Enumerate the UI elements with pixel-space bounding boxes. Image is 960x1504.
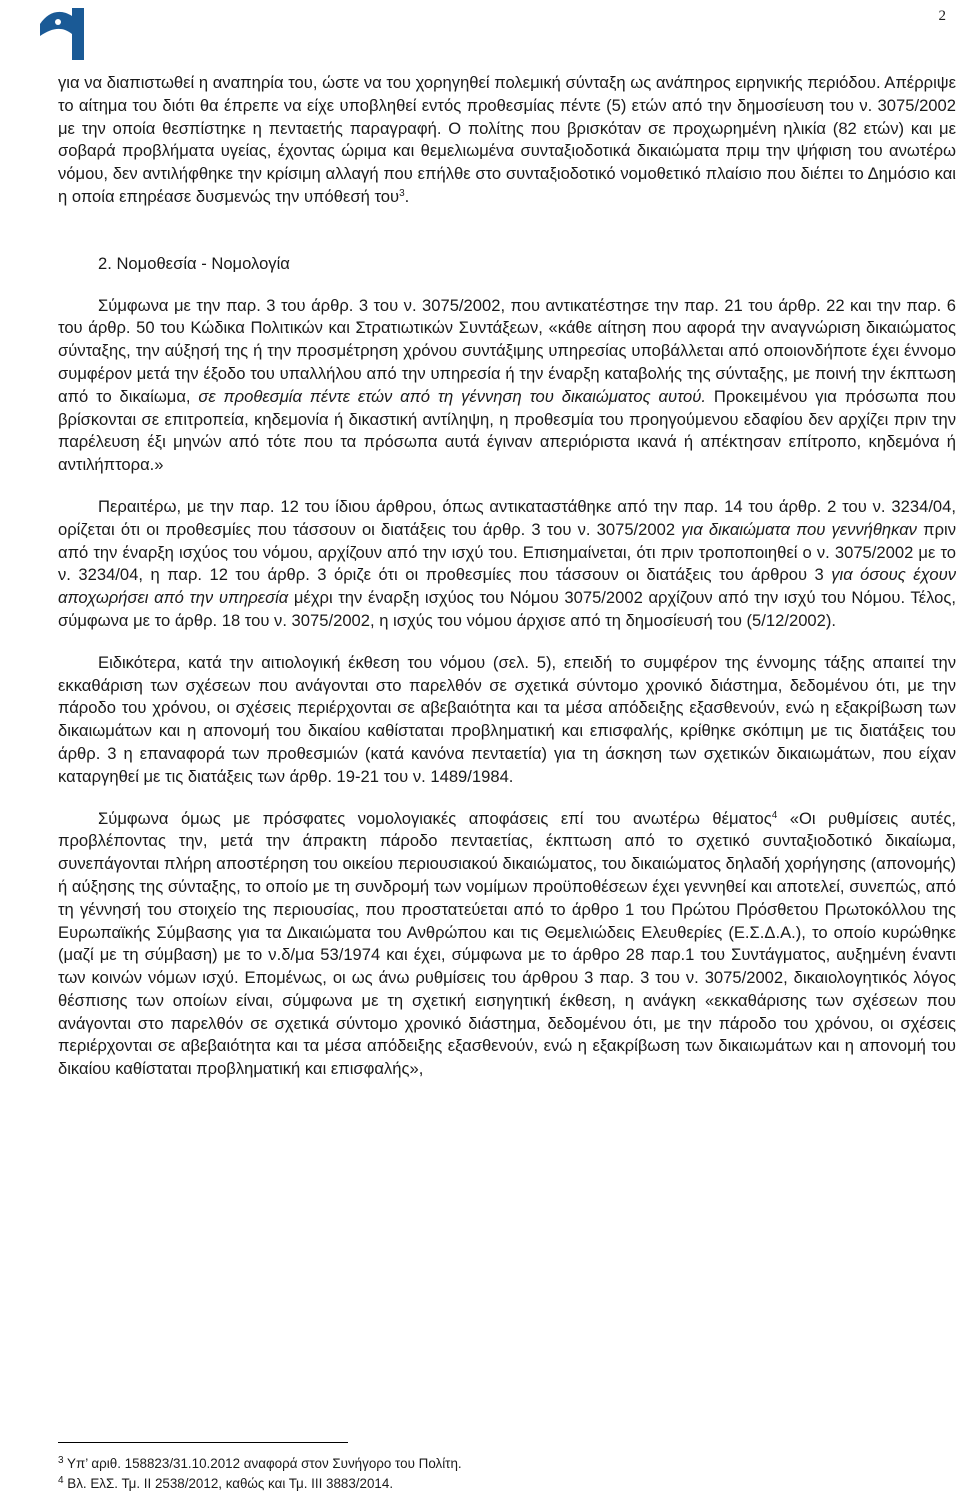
ombudsman-logo-icon	[38, 6, 98, 62]
logo-fish-shape	[40, 8, 84, 60]
footnote-3: $^3$ Υπ’ αριθ. 158823/31.10.2012 αναφορά στον Συνήγορο του Πολίτη.	[58, 1455, 462, 1471]
case-law-paragraph: Σύμφωνα όμως με πρόσφατες νομολογιακές αποφάσεις επί του ανωτέρω θέματος$^4$ «Οι ρυθμίσεις αυτές, προβλέποντας την, μετά την άπρακτη πάροδο πενταετίας, έκπτωση από το σχετικό συνταξιοδοτικό δικαίωμα, συνεπάγονται πλήρη αποστέρηση του οικείου περιουσιακού δικαιώματος, του δικαιώματος δηλαδή χορήγησης (απονομής) ή αύξησης της σύνταξης, το οποίο με τη συνδρομή των νομίμων προϋποθέσεων έχει γεννηθεί και αποτελεί, συνεπώς, από τη γέννησή του στοιχείο της περιουσίας, που προστατεύεται από το άρθρο 1 του Πρώτου Πρόσθετου Πρωτοκόλλου της Ευρωπαϊκής Σύμβασης για τα Δικαιώματα του Ανθρώπου και τις Θεμελιώδεις Ελευθερίες (Ε.Σ.Δ.Α.), το οποίο κυρώθηκε (μαζί με τη σύμβαση) με το ν.δ/μα 53/1974 και έχει, σύμφωνα με το άρθρο 28 παρ.1 του Συντάγματος, αυξημένη έναντι των κοινών νόμων ισχύ. Επομένως, οι ως άνω ρυθμίσεις του άρθρου 3 παρ. 3 του ν. 3075/2002, δικαιολογητικός λόγος θέσπισης των οποίων είναι, σύμφωνα με τη σχετική εισηγητική έκθεση, η ανάγκη «εκκαθάρισης των σχέσεων που ανάγονται στο παρελθόν σε σχετικά σύντομο χρονικό διάστημα, δεδομένου ότι, με την πάροδο του χρόνου, οι σχέσεις περιέρχονται σε αβεβαιότητα και τα μέσα απόδειξης εξασθενούν, ενώ η εξακρίβωση των δικαιωμάτων και η απονομή του δικαίου καθίσταται προβληματική και επισφαλής»,	[58, 808, 956, 1079]
law-paragraph: Σύμφωνα με την παρ. 3 του άρθρ. 3 του ν. 3075/2002, που αντικατέστησε την παρ. 21 του άρθρ. 22 και την παρ. 6 του άρθρ. 50 του Κώδικα Πολιτικών και Στρατιωτικών Συντάξεων, «κάθε αίτηση που αφορά την αναγνώριση δικαιώματος σύνταξης, την αύξησή της ή την προσμέτρηση χρόνου συντάξιμης υπηρεσίας υποβάλλεται από οποιονδήποτε έχει έννομο συμφέρον μετά την έξοδο του υπαλλήλου από την υπηρεσία ή την έναρξη καταβολής της σύνταξης, με ποινή την έκπτωση από το δικαίωμα, σε προθεσμία πέντε ετών από τη γέννηση του δικαιώματος αυτού. Προκειμένου για πρόσωπα που βρίσκονται σε επιτροπεία, κηδεμονία ή δικαστική αντίληψη, η προθεσμία του προηγούμενου εδαφίου δεν αρχίζει πριν την παρέλευση έξι μηνών από τότε που τα πρόσωπα αυτά έγιναν απεριόριστα ικανά ή απέκτησαν επίτροπο, κηδεμόνα ή αντιλήπτορα.»	[58, 295, 956, 475]
footnote-ref-3[interactable]: 3	[399, 187, 405, 199]
footnote-4: $^4$ Βλ. ΕλΣ. Τμ. ΙΙ 2538/2012, καθώς και Τμ. ΙΙΙ 3883/2014.	[58, 1475, 394, 1491]
section-heading: 2. Νομοθεσία - Νομολογία	[98, 253, 290, 273]
intro-paragraph: για να διαπιστωθεί η αναπηρία του, ώστε να του χορηγηθεί πολεμική σύνταξη ως ανάπηρος ειρηνικής περιόδου. Απέρριψε το αίτημα του διότι θα έπρεπε να είχε υποβληθεί εντός προθεσμίας πέντε (5) ετών από την δημοσίευση του ν. 3075/2002 με την οποία θεσπίστηκε η πενταετής παραγραφή. Ο πολίτης που βρισκόταν σε προχωρημένη ηλικία (82 ετών) και με σοβαρά προβλήματα υγείας, έχοντας ώριμα και θεμελιωμένα συνταξιοδοτικά δικαιώματα πριμ την ψήφιση του ανωτέρω νόμου, δεν αντιλήφθηκε την κρίσιμη αλλαγή που επήλθε στο συνταξιοδοτικό νομοθετικό πλαίσιο που διέπει το Δημόσιο και η οποία επηρέασε δυσμενώς την υπόθεσή του$^3$.	[58, 73, 956, 206]
footnote-divider	[58, 1442, 348, 1443]
logo-eye	[55, 19, 61, 25]
footnote-ref-4[interactable]: 4	[771, 809, 778, 821]
document-body	[58, 72, 956, 1081]
explanatory-paragraph: Ειδικότερα, κατά την αιτιολογική έκθεση του νόμου (σελ. 5), επειδή το συμφέρον της έννομης τάξης απαιτεί την εκκαθάριση των σχέσεων που ανάγονται στο παρελθόν σε σχετικά σύντομο χρονικό διάστημα, δεδομένου ότι, με την πάροδο του χρόνου, οι σχέσεις περιέρχονται σε αβεβαιότητα και τα μέσα απόδειξης εξασθενούν, ενώ η εξακρίβωση των δικαιωμάτων και η απονομή του δικαίου καθίσταται προβληματική και επισφαλής, κρίθηκε σκόπιμη με τις διατάξεις του άρθρ. 3 η επαναφορά των προθεσμιών (κατά κανόνα πενταετία) για τη άσκηση των σχετικών δικαιωμάτων, που είχαν καταργηθεί με τις διατάξεις των άρθρ. 19-21 του ν. 1489/1984.	[58, 652, 956, 786]
amendment-paragraph: Περαιτέρω, με την παρ. 12 του ίδιου άρθρου, όπως αντικαταστάθηκε από την παρ. 14 του άρθρ. 2 του ν. 3234/04, ορίζεται ότι οι προθεσμίες που τάσσουν οι διατάξεις του άρθρ. 3 του ν. 3075/2002 για δικαιώματα που γεννήθηκαν πριν από την έναρξη ισχύος του νόμου, αρχίζουν από την ισχύ του. Επισημαίνεται, ότι πριν τροποποιηθεί ο ν. 3075/2002 με το ν. 3234/04, η παρ. 12 του άρθρ. 3 όριζε ότι οι προθεσμίες που τάσσουν οι διατάξεις του άρθρου 3 για όσους έχουν αποχωρήσει από την υπηρεσία μέχρι την έναρξη ισχύος του Νόμου 3075/2002 αρχίζουν από την ισχύ του Νόμου. Τέλος, σύμφωνα με το άρθρ. 18 του ν. 3075/2002, η ισχύς του νόμου άρχισε από τη δημοσίευσή του (5/12/2002).	[58, 496, 956, 630]
page-number: 2	[938, 8, 946, 24]
footnotes	[58, 1454, 462, 1494]
